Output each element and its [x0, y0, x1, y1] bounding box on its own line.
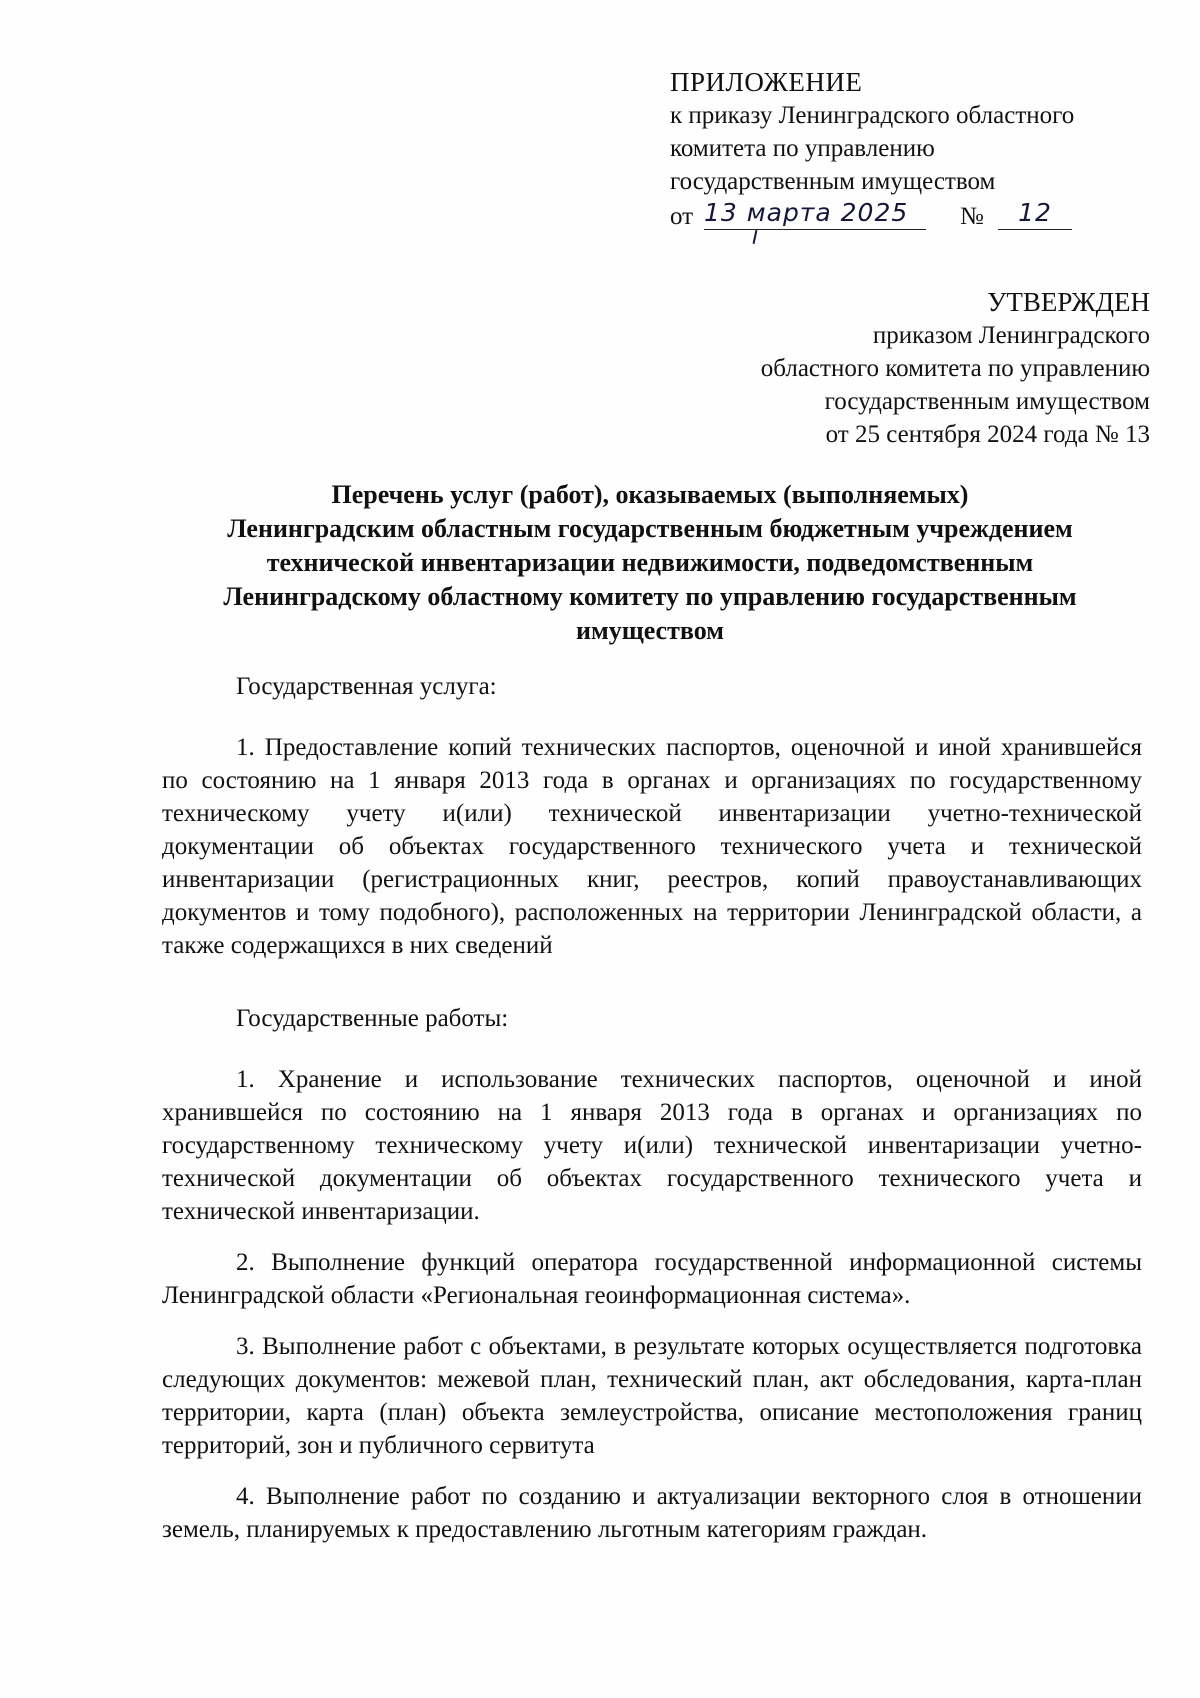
handwritten-date: 13 марта 2025 — [704, 196, 926, 230]
service-item-1: 1. Предоставление копий технических паспортов, оценочной и иной хранившейся по состоянию на 1 января 2013 года в органах и организациях по государственному техническому учету и(или) технической инвентаризации учетно-технической документации об объектах государственного технического учета и технической инвентаризации (регистрационных книг, реестров, копий правоустанавливающих документов и тому подобного), расположенных на территории Ленинградской области, а также содержащихся в них сведений — [162, 734, 1142, 959]
approved-line: приказом Ленинградского — [872, 322, 1150, 349]
title-line: имуществом — [576, 616, 724, 645]
title-line: Ленинградскому областному комитету по управлению государственным — [223, 582, 1077, 611]
title-line: Перечень услуг (работ), оказываемых (выполняемых) — [331, 480, 969, 509]
document-body — [162, 670, 1142, 1546]
number-sign: № — [960, 203, 984, 230]
document-title — [150, 478, 1150, 648]
appendix-line: государственным имуществом — [670, 168, 996, 195]
appendix-line: к приказу Ленинградского областного — [670, 102, 1075, 129]
service-heading: Государственная услуга: — [236, 673, 497, 700]
appendix-block — [670, 66, 1140, 238]
work-item-1: 1. Хранение и использование технических паспортов, оценочной и иной хранившейся по состоянию на 1 января 2013 года в органах и организациях по государственному техническому учету и(или) технической инвентаризации учетно-технической документации об объектах государственного технического учета и технической инвентаризации. — [162, 1066, 1142, 1225]
works-heading: Государственные работы: — [236, 1005, 509, 1032]
handwritten-number: 12 — [998, 196, 1072, 230]
work-item-4: 4. Выполнение работ по созданию и актуализации векторного слоя в отношении земель, планируемых к предоставлению льготным категориям граждан. — [162, 1483, 1142, 1543]
approved-line: государственным имуществом — [824, 388, 1150, 415]
appendix-header: ПРИЛОЖЕНИЕ — [670, 67, 863, 97]
title-line: технической инвентаризации недвижимости, подведомственным — [266, 548, 1034, 577]
order-date-line — [670, 198, 1140, 238]
handwriting-stroke — [753, 230, 758, 244]
title-line: Ленинградским областным государственным бюджетным учреждением — [227, 514, 1073, 543]
approved-line: областного комитета по управлению — [760, 355, 1150, 382]
approved-block — [590, 286, 1150, 451]
appendix-line: комитета по управлению — [670, 135, 935, 162]
work-item-3: 3. Выполнение работ с объектами, в результате которых осуществляется подготовка следующих документов: межевой план, технический план, акт обследования, карта-план территории, карта (план) объекта землеустройства, описание местоположения границ территорий, зон и публичного сервитута — [162, 1333, 1142, 1459]
approved-header: УТВЕРЖДЕН — [987, 287, 1150, 317]
work-item-2: 2. Выполнение функций оператора государственной информационной системы Ленинградской области «Региональная геоинформационная система». — [162, 1249, 1142, 1309]
date-prefix: от — [670, 203, 694, 230]
approved-line: от 25 сентября 2024 года № 13 — [825, 421, 1150, 448]
